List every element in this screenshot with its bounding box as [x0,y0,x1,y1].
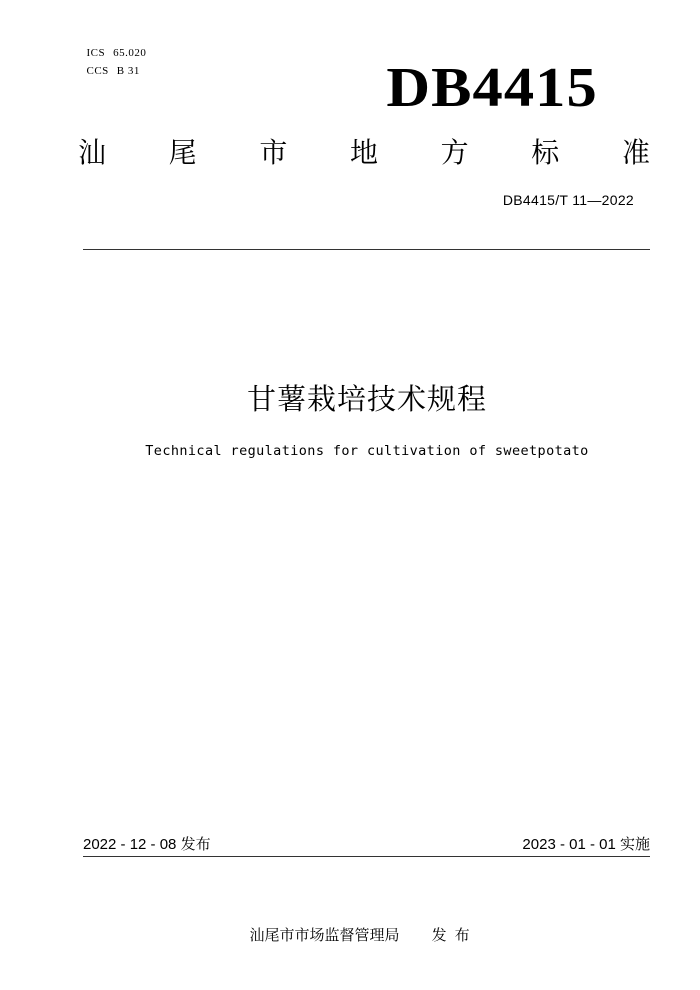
db-code-logo: DB4415 [386,57,598,119]
issuer-action: 发布 [431,926,478,944]
ccs-value: B 31 [116,65,140,77]
standard-number: DB4415/T 11—2022 [502,192,634,208]
standard-type-char: 准 [621,136,650,169]
footer-divider [83,856,650,857]
standard-type-char: 标 [531,136,560,169]
document-title: 甘薯栽培技术规程 [246,382,487,416]
ccs-line [80,53,140,77]
issuer-organization: 汕尾市市场监督管理局 [249,926,400,944]
issuer-line [240,905,478,945]
ics-label: ICS [86,47,106,59]
ics-value: 65.020 [113,47,147,59]
standard-type [78,136,650,170]
standard-type-char: 方 [440,136,469,169]
implementation-date: 2023 - 01 - 01 实施 [522,836,650,853]
ccs-label: CCS [86,65,109,77]
standard-type-char: 市 [259,136,288,169]
release-date: 2022 - 12 - 08 发布 [83,836,211,853]
header-divider [83,249,650,250]
standard-type-char: 尾 [168,136,197,169]
standard-type-char: 汕 [78,136,107,169]
standard-type-char: 地 [349,136,378,169]
document-title-english: Technical regulations for cultivation of sweetpotato [145,443,589,459]
